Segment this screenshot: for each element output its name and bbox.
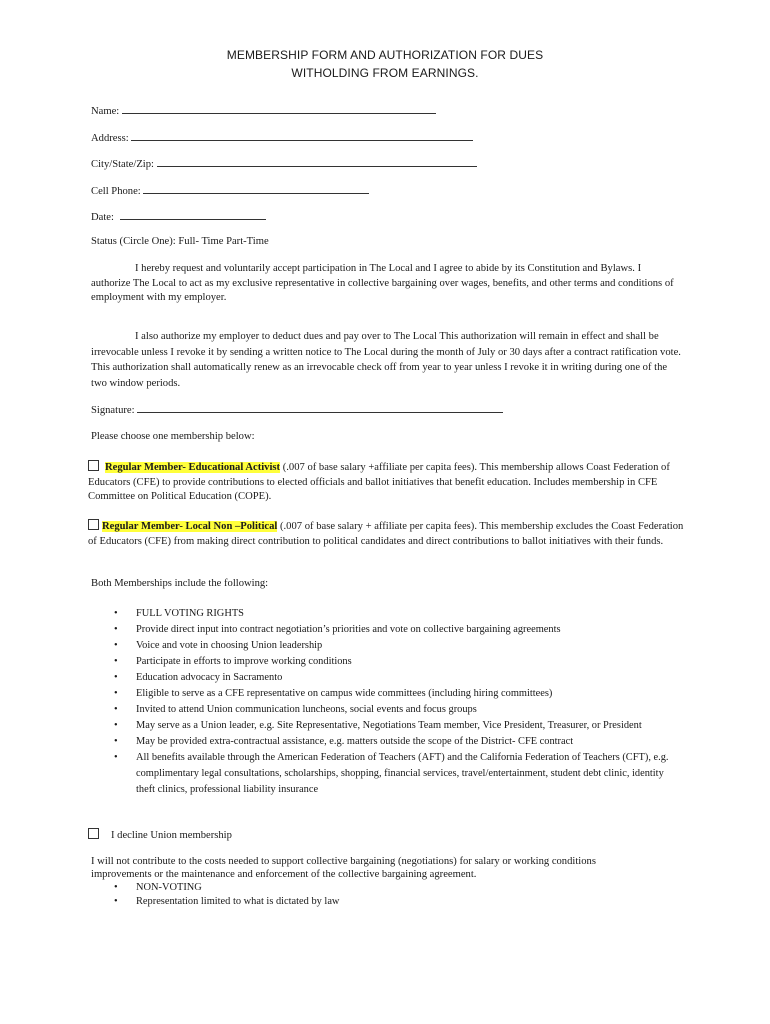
bullet-icon: • [114, 656, 118, 667]
bullet-icon: • [114, 688, 118, 699]
decline-item-text: NON-VOTING [136, 882, 202, 893]
decline-paragraph: I will not contribute to the costs needed to support collective bargaining (negotiations) for salary or working conditions improvements or the maintenance and enforcement of the collective bargaining agreement. [91, 856, 596, 880]
authorization-paragraph [91, 262, 683, 306]
educational-activist-text: (.007 of base salary +affiliate per capita fees). This membership allows Coast Federation of Educators (CFE) to provide contributions to elected officials and ballot initiatives that benefit education. Includes membership in CFE Committee on Political Education (COPE). [88, 462, 670, 503]
decline-checkbox[interactable] [88, 828, 99, 839]
bullet-icon: • [114, 752, 118, 763]
option-educational-activist [88, 460, 684, 505]
name-field-row [91, 104, 436, 117]
decline-row [88, 828, 232, 841]
benefit-item-text: May serve as a Union leader, e.g. Site Representative, Negotiations Team member, Vice President, Treasurer, or President [136, 720, 642, 731]
benefit-item [91, 686, 681, 702]
status-row[interactable]: Status (Circle One): Full- Time Part-Time [91, 236, 269, 247]
bullet-icon: • [114, 736, 118, 747]
bullet-icon: • [114, 704, 118, 715]
city-input-line[interactable] [157, 157, 477, 167]
signature-label: Signature: [91, 405, 135, 416]
address-label: Address: [91, 133, 129, 144]
form-title-line2: WITHOLDING FROM EARNINGS. [291, 66, 479, 80]
bullet-icon: • [114, 624, 118, 635]
cell-input-line[interactable] [143, 184, 369, 194]
decline-item [91, 895, 681, 909]
non-political-checkbox[interactable] [88, 519, 99, 530]
dues-paragraph [91, 329, 683, 391]
date-label: Date: [91, 212, 114, 223]
bullet-icon: • [114, 720, 118, 731]
decline-list [91, 881, 681, 909]
cell-field-row [91, 184, 369, 197]
benefit-item [91, 606, 681, 622]
benefit-item [91, 654, 681, 670]
option-non-political [88, 519, 684, 549]
form-title-line1: MEMBERSHIP FORM AND AUTHORIZATION FOR DUES [226, 48, 544, 62]
non-political-text: (.007 of base salary + affiliate per capita fees). This membership excludes the Coast Federation of Educators (CFE) from making direct contribution to political candidates and direct contributions to ballot initiatives with their funds. [88, 521, 684, 547]
bullet-icon: • [114, 640, 118, 651]
benefits-list [91, 606, 681, 798]
benefit-item [91, 622, 681, 638]
benefit-item-text: FULL VOTING RIGHTS [136, 608, 244, 619]
decline-label: I decline Union membership [111, 830, 232, 841]
non-political-label: Regular Member- Local Non –Political [102, 521, 278, 532]
benefit-item [91, 750, 681, 798]
address-input-line[interactable] [131, 131, 473, 141]
decline-item-text: Representation limited to what is dictated by law [136, 896, 340, 907]
authorization-text: I hereby request and voluntarily accept participation in The Local and I agree to abide by its Constitution and Bylaws. I authorize The Local to act as my exclusive representative in collective bargaining over wages, benefits, and other terms and conditions of employment with my employer. [91, 263, 674, 304]
bullet-icon: • [114, 672, 118, 683]
benefit-item [91, 734, 681, 750]
date-field-row [91, 210, 266, 223]
name-input-line[interactable] [122, 104, 436, 114]
bullet-icon: • [114, 896, 118, 907]
bullet-icon: • [114, 608, 118, 619]
benefit-item-text: Participate in efforts to improve working conditions [136, 656, 352, 667]
benefit-item-text: Provide direct input into contract negotiation’s priorities and vote on collective bargaining agreements [136, 624, 561, 635]
educational-activist-label: Regular Member- Educational Activist [105, 462, 281, 473]
bullet-icon: • [114, 882, 118, 893]
choose-membership-heading: Please choose one membership below: [91, 431, 255, 442]
benefit-item [91, 718, 681, 734]
benefit-item [91, 638, 681, 654]
signature-input-line[interactable] [137, 403, 503, 413]
benefit-item-text: May be provided extra-contractual assistance, e.g. matters outside the scope of the District- CFE contract [136, 736, 574, 747]
dues-text: I also authorize my employer to deduct dues and pay over to The Local This authorization will remain in effect and shall be irrevocable unless I revoke it by sending a written notice to The Local during the month of July or 30 days after a contract ratification vote. This authorization shall automatically renew as an irrevocable check off from year to year unless I revoke it in writing during one of the two window periods. [91, 331, 681, 389]
benefit-item-text: Education advocacy in Sacramento [136, 672, 283, 683]
benefit-item-text: Invited to attend Union communication luncheons, social events and focus groups [136, 704, 477, 715]
benefit-item-text: All benefits available through the American Federation of Teachers (AFT) and the California Federation of Teachers (CFT), e.g. complimentary legal consultations, scholarships, shopping, financial services, travel/entertainment, student debt clinic, identity theft clinics, professional liability insurance [136, 752, 669, 795]
educational-activist-checkbox[interactable] [88, 460, 99, 471]
date-input-line[interactable] [120, 210, 266, 220]
benefit-item [91, 670, 681, 686]
city-field-row [91, 157, 477, 170]
benefit-item [91, 702, 681, 718]
city-label: City/State/Zip: [91, 159, 154, 170]
decline-item [91, 881, 681, 895]
both-memberships-heading: Both Memberships include the following: [91, 578, 269, 589]
benefit-item-text: Voice and vote in choosing Union leadership [136, 640, 323, 651]
name-label: Name: [91, 106, 120, 117]
address-field-row [91, 131, 473, 144]
cell-label: Cell Phone: [91, 186, 141, 197]
benefit-item-text: Eligible to serve as a CFE representative on campus wide committees (including hiring committees) [136, 688, 553, 699]
signature-row [91, 403, 503, 416]
